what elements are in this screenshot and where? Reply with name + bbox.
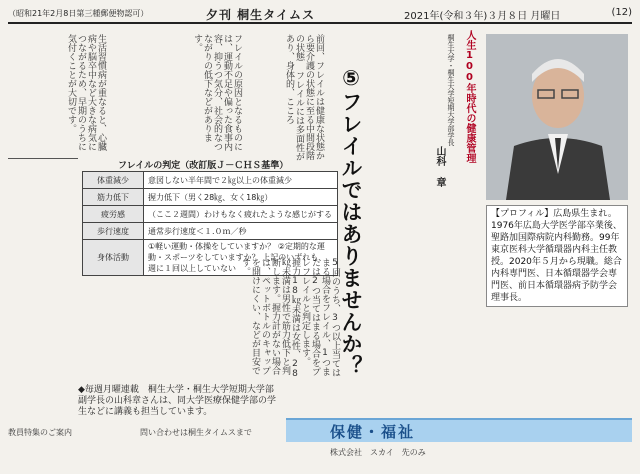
header-rule <box>8 22 632 24</box>
lead-text-2: フレイルには多面性があり、身体的、こころ <box>284 34 304 161</box>
registration-note: （昭和21年2月8日第三種郵便物認可） <box>8 9 149 18</box>
author-profile: 【プロフィル】広島県生まれ。1976年広島大学医学部卒業後、聖路加国際病院内科勤務。99年東京医科大学循環器内科主任教授。2020年５月から現職。総合内科専門医、日本循環器学会専門医、前日本循環器病予防学会理事長。 <box>486 205 628 307</box>
row-key: 疲労感 <box>83 206 144 223</box>
issue-date: 2021年(令和３年)３月８日 月曜日 <box>404 11 561 22</box>
serial-line-1: ◆毎週月曜連載 桐生大学・桐生大学短期大学部 <box>78 385 274 395</box>
table-row <box>83 223 338 240</box>
row-key: 体重減少 <box>83 172 144 189</box>
body-column-c <box>160 258 340 380</box>
row-key: 歩行速度 <box>83 223 144 240</box>
column-divider <box>8 158 78 159</box>
headline-text: フレイルではありませんか？ <box>339 91 363 377</box>
row-value: 通常歩行速度＜１.０ｍ／秒 <box>144 223 338 240</box>
newspaper-name: 夕刊 桐生タイムス <box>206 8 315 22</box>
series-title: 人生100年時代の健康管理 <box>464 30 475 163</box>
body-text-d: 握力18㎏未満は女性、28㎏未満は男性で筋力低下と判断します。握力計がない場合は、ペットボトルのキャップを開けにくい、などが目安です。 <box>240 258 300 379</box>
row-value: ①軽い運動・体操をしていますか？ ②定期的な運動・スポーツをしていますか？ 上記のいずれも、週に１回以上していない <box>144 240 338 276</box>
serial-note <box>78 385 338 418</box>
serial-line-3: 生などに講義も担当しています。 <box>78 407 213 417</box>
table-row <box>83 206 338 223</box>
table-row <box>83 189 338 206</box>
table-title: フレイルの判定（改訂版Ｊ－ＣＨＳ基準） <box>118 161 289 171</box>
page-number: (12) <box>611 7 632 18</box>
row-value: 握力低下（男く28㎏、女く18㎏） <box>144 189 338 206</box>
row-value: （ここ２週間）わけもなく疲れたような感じがする <box>144 206 338 223</box>
page-header <box>8 6 632 22</box>
author-photo <box>486 34 628 200</box>
row-value: 意図しない半年間で２㎏以上の体重減少 <box>144 172 338 189</box>
lead-text-1: 前回、フレイルは健康な状態から要介護の状態に至る中間段階の状態 <box>294 34 324 160</box>
section-band <box>286 418 632 442</box>
body-column-b: 生活習慣病が重なると、心臓病や脳卒中など大きな病気につながるため、早期のうちに気付くことが大切です。 <box>66 34 106 151</box>
section-title: 保健・福祉 <box>330 423 416 441</box>
article-headline <box>336 66 366 377</box>
row-key: 身体活動 <box>83 240 144 276</box>
body-column-a: フレイルの原因となるものには、運動不足や偏った食事内容、抑うつ気分、社会的なつながりの低下などがあります。 <box>192 34 242 151</box>
article-number: ⑤ <box>339 66 363 91</box>
serial-line-2: 副学長の山科章さんは、同大学医療保健学部の学 <box>78 396 277 406</box>
bottom-box-left: 教員特集のご案内 <box>8 428 72 437</box>
bottom-box-middle: 問い合わせは桐生タイムスまで <box>140 428 252 437</box>
body-text-c: 5回のうち、3つ以上当てはまる場合をフレイル、1つまたは2つ当てはまる場合をプレフレイルと判定します。 <box>300 258 340 377</box>
row-key: 筋力低下 <box>83 189 144 206</box>
bottom-box-right: 株式会社 スカイ 先のみ <box>330 448 426 457</box>
series-banner <box>428 26 484 226</box>
lead-column <box>248 34 324 164</box>
table-row <box>83 172 338 189</box>
author-affiliation: 桐生大学・桐生大学短期大学部学長 <box>447 34 455 146</box>
author-name: 山科 章 <box>434 146 445 187</box>
